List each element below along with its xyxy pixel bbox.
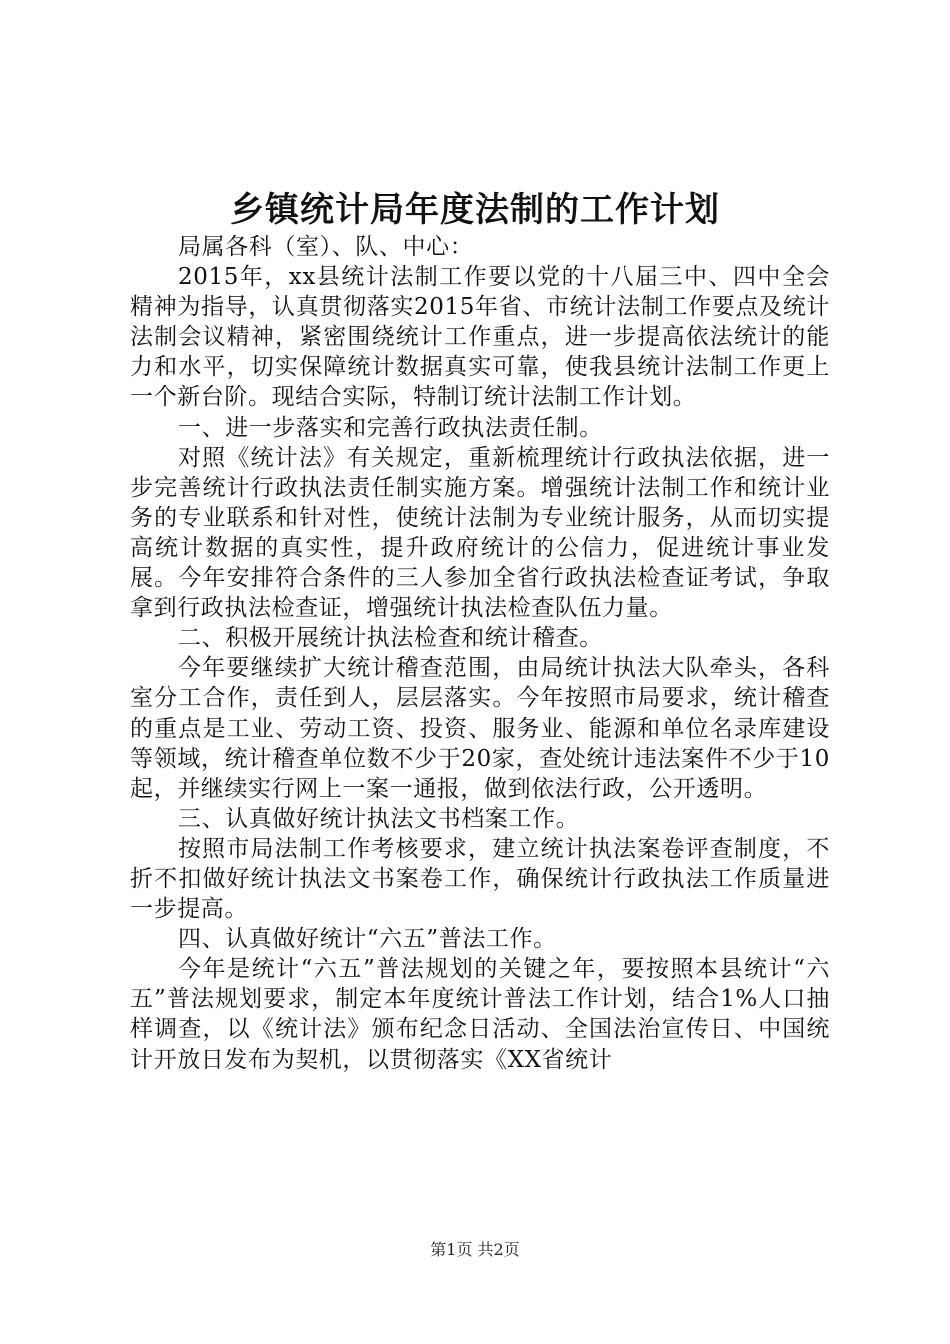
- document-title: 乡镇统计局年度法制的工作计划: [230, 190, 720, 230]
- section-heading-1: 一、进一步落实和完善行政执法责任制。: [178, 414, 603, 441]
- paragraph-section-4: 今年是统计“六五”普法规划的关键之年，要按照本县统计“六五”普法规划要求，制定本年度统计普法工作计划，结合1%人口抽样调查，以《统计法》颁布纪念日活动、全国法治宣传日、中国统计开放日发布为契机，以贯彻落实《XX省统计: [130, 956, 830, 1073]
- section-heading-3: 三、认真做好统计执法文书档案工作。: [178, 805, 580, 832]
- paragraph-section-3: 按照市局法制工作考核要求，建立统计执法案卷评查制度，不折不扣做好统计执法文书案卷工作，确保统计行政执法工作质量进一步提高。: [130, 835, 830, 923]
- section-heading-2: 二、积极开展统计执法检查和统计稽查。: [178, 625, 603, 652]
- section-heading-4: 四、认真做好统计“六五”普法工作。: [178, 926, 557, 953]
- document-body: [130, 232, 830, 1075]
- salutation: 局属各科（室）、队、中心：: [178, 234, 474, 260]
- page-footer: 第1页 共2页: [430, 1240, 520, 1259]
- paragraph-section-1: 对照《统计法》有关规定，重新梳理统计行政执法依据，进一步完善统计行政执法责任制实施方案。增强统计法制工作和统计业务的专业联系和针对性，使统计法制为专业统计服务，从而切实提高统计数据的真实性，提升政府统计的公信力，促进统计事业发展。今年安排符合条件的三人参加全省行政执法检查证考试，争取拿到行政执法检查证，增强统计执法检查队伍力量。: [130, 444, 830, 622]
- paragraph-intro: 2015年，xx县统计法制工作要以党的十八届三中、四中全会精神为指导，认真贯彻落实2015年省、市统计法制工作要点及统计法制会议精神，紧密围绕统计工作重点，进一步提高依法统计的能力和水平，切实保障统计数据真实可靠，使我县统计法制工作更上一个新台阶。现结合实际，特制订统计法制工作计划。: [130, 264, 830, 411]
- paragraph-section-2: 今年要继续扩大统计稽查范围，由局统计执法大队牵头，各科室分工合作，责任到人，层层落实。今年按照市局要求，统计稽查的重点是工业、劳动工资、投资、服务业、能源和单位名录库建设等领域，统计稽查单位数不少于20家，查处统计违法案件不少于10起，并继续实行网上一案一通报，做到依法行政，公开透明。: [130, 655, 830, 802]
